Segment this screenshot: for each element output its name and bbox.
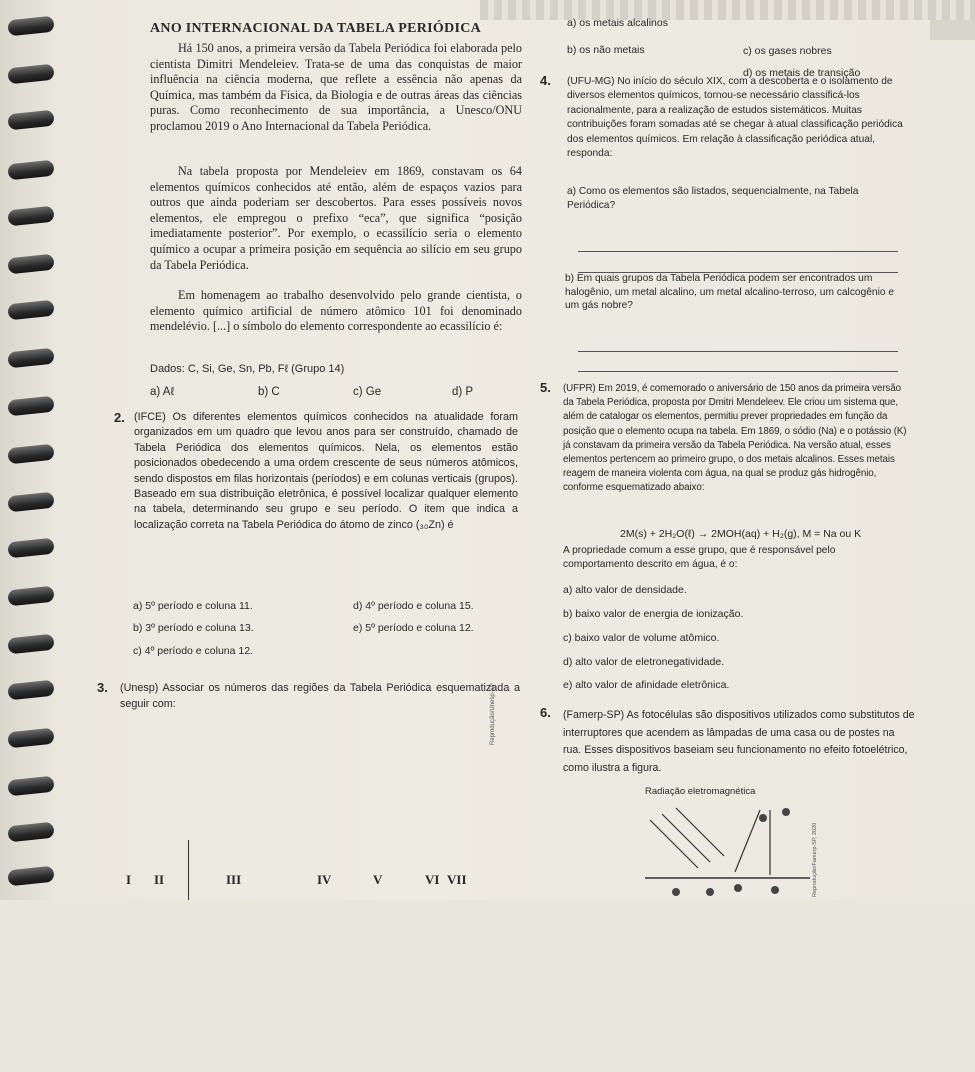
q2-option-a[interactable]: a) 5º período e coluna 11. [133, 600, 253, 612]
binding-ring [7, 492, 54, 513]
q5-option-e[interactable]: e) alto valor de afinidade eletrônica. [563, 679, 730, 691]
answer-line[interactable] [578, 251, 898, 252]
radiation-rays [650, 808, 724, 868]
question-4-number: 4. [540, 73, 551, 88]
q1-option-c[interactable]: c) Ge [353, 386, 382, 398]
question-4a: a) Como os elementos são listados, sequencialmente, na Tabela Periódica? [567, 186, 859, 211]
binding-ring [7, 866, 54, 887]
prev-option-a: a) os metais alcalinos [567, 17, 668, 29]
prev-option-c: c) os gases nobres [743, 45, 832, 57]
q5-option-d[interactable]: d) alto valor de eletronegatividade. [563, 656, 725, 668]
figure-title: Radiação eletromagnética [645, 786, 756, 797]
question-5-text: (UFPR) Em 2019, é comemorado o aniversário de 150 anos da primeira versão da Tabela Periódica, proposta por Dmitri Mendeleev. Ele criou um sistema que, além de catalogar os elementos, permitiu prever propriedades em função da posição que o elemento ocupa na tabela. Em 1869, o sódio (Na) e o potássio (K) já constavam da primeira versão da Tabela Periódica. Na versão atual, esses elementos pertencem ao primeiro grupo, o dos metais alcalinos. Esses metais reagem de maneira violenta com água, na qual se produz gás hidrogênio, conforme esquematizado abaixo: [563, 383, 907, 494]
article-paragraph-2: Na tabela proposta por Mendeleiev em 1869, constavam os 64 elementos químicos conhecidos até então, além de espaços vazios para outros que ainda poderiam ser descobertos. Para esses possíveis novos elementos, ele empregou o prefixo “eca”, que significa “posição imediatamente posterior”. Por exemplo, o ecassilício seria o elemento químico a ocupar a primeira posição em sequência ao silício em seu grupo da Tabela Periódica. [150, 164, 522, 272]
q5-option-b[interactable]: b) baixo valor de energia de ionização. [563, 608, 744, 620]
q2-option-e[interactable]: e) 5º período e coluna 12. [353, 622, 474, 634]
binding-ring [7, 160, 54, 181]
binding-ring [7, 444, 54, 465]
q2-option-d[interactable]: d) 4º período e coluna 15. [353, 600, 474, 612]
binding-ring [7, 776, 54, 797]
electron [706, 888, 714, 896]
answer-line[interactable] [578, 371, 898, 372]
q5-option-c[interactable]: c) baixo valor de volume atômico. [563, 632, 720, 644]
article-paragraph-1: Há 150 anos, a primeira versão da Tabela Periódica foi elaborada pelo cientista Dimitri Mendeleiev. Trata-se de uma das conquistas de maior influência na ciência moderna, que reflete a essência não apenas da Química, mas também da Física, da Biologia e de outras áreas das ciências puras. Como reconhecimento de sua importância, a Unesco/ONU proclamou 2019 o Ano Internacional da Tabela Periódica. [150, 41, 522, 133]
q1-option-d[interactable]: d) P [452, 386, 474, 398]
question-5-prompt: A propriedade comum a esse grupo, que é responsável pelo comportamento descrito em água, é o: [563, 545, 836, 571]
binding-ring [7, 206, 54, 227]
region-label-VI: VI [425, 872, 440, 887]
binding-ring [7, 254, 54, 275]
question-3-number: 3. [97, 680, 108, 695]
data-given: Dados: C, Si, Ge, Sn, Pb, Fℓ (Grupo 14) [150, 363, 345, 375]
electron [672, 888, 680, 896]
spiral-binding [0, 0, 70, 900]
figure-credit: Reprodução/Unesp-SP [490, 683, 496, 745]
electron [771, 886, 779, 894]
q1-option-b[interactable]: b) C [258, 386, 280, 398]
question-2-text: (IFCE) Os diferentes elementos químicos conhecidos na atualidade foram organizados em um quadro que levou anos para ser construído, chamado de Tabela Periódica dos elementos químicos. Nela, os elementos estão posicionados obedecendo a uma ordem crescente de seus números atômicos, sendo dispostos em filas horizontais (períodos) e em colunas verticais (grupos). Baseado em sua distribuição eletrônica, é possível localizar qualquer elemento na tabela, determinando seu grupo e seu período. O item que indica a localização correta na Tabela Periódica do átomo de zinco (₃₀Zn) é [134, 411, 518, 531]
binding-ring [7, 64, 54, 85]
q2-option-b[interactable]: b) 3º período e coluna 13. [133, 622, 254, 634]
region-label-III: III [226, 872, 242, 887]
article-paragraph-3: Em homenagem ao trabalho desenvolvido pelo grande cientista, o elemento químico artificial de número atômico 101 foi denominado mendelévio. [...] o símbolo do elemento correspondente ao ecassilício é: [150, 288, 522, 334]
figure-credit: Reprodução/Famerp-SP, 2020 [812, 822, 818, 897]
divider [188, 840, 189, 900]
reaction-equation: 2M(s) + 2H₂O(ℓ) → 2MOH(aq) + H₂(g), M = Na ou K [620, 528, 862, 540]
region-VII-block [0, 908, 34, 1072]
binding-ring [7, 16, 54, 37]
electron [734, 884, 742, 892]
answer-line[interactable] [578, 351, 898, 352]
question-6-text: (Famerp-SP) As fotocélulas são dispositivos utilizados como substitutos de interruptores que acendem as lâmpadas de uma casa ou de postes na rua. Esses dispositivos baseiam seu funcionamento no efeito fotoelétrico, como ilustra a figura. [563, 709, 915, 774]
binding-ring [7, 300, 54, 321]
question-3-text: (Unesp) Associar os números das regiões da Tabela Periódica esquematizada a seguir com: [120, 682, 520, 710]
region-label-V: V [373, 872, 383, 887]
question-4-text: (UFU-MG) No início do século XIX, com a descoberta e o isolamento de diversos elementos químicos, tornou-se necessário classificá-los racionalmente, para a realização de estudos sistemáticos. Muitas contribuições foram somadas até se chegar à atual classificação periódica dos elementos químicos. Em relação à classificação periódica atual, responda: [567, 76, 903, 160]
question-4b: b) Em quais grupos da Tabela Periódica podem ser encontrados um halogênio, um metal alcalino, um metal alcalino-terroso, um calcogênio e um gás nobre? [565, 273, 894, 311]
region-label-I: I [126, 872, 132, 887]
question-5-number: 5. [540, 380, 551, 395]
binding-ring [7, 634, 54, 655]
binding-ring [7, 396, 54, 417]
binding-ring [7, 680, 54, 701]
binding-ring [7, 538, 54, 559]
question-6-number: 6. [540, 705, 551, 720]
binding-ring [7, 348, 54, 369]
region-label-VII: VII [447, 872, 467, 887]
prev-option-b: b) os não metais [567, 44, 645, 56]
binding-ring [7, 822, 54, 843]
photoelectric-figure [640, 800, 820, 900]
emitted-electron-path [735, 810, 760, 872]
region-label-II: II [154, 872, 165, 887]
region-label-IV: IV [317, 872, 332, 887]
page-corner [930, 20, 975, 40]
q5-option-a[interactable]: a) alto valor de densidade. [563, 584, 687, 596]
electron [782, 808, 790, 816]
binding-ring [7, 586, 54, 607]
electron [759, 814, 767, 822]
binding-ring [7, 728, 54, 749]
binding-ring [7, 110, 54, 131]
page-top-edge [480, 0, 975, 20]
q1-option-a[interactable]: a) Aℓ [150, 386, 175, 398]
prev-option-d: d) os metais de transição [743, 67, 861, 79]
q2-option-c[interactable]: c) 4º período e coluna 12. [133, 645, 253, 657]
question-2-number: 2. [114, 410, 125, 425]
article-title: ANO INTERNACIONAL DA TABELA PERIÓDICA [150, 21, 482, 36]
